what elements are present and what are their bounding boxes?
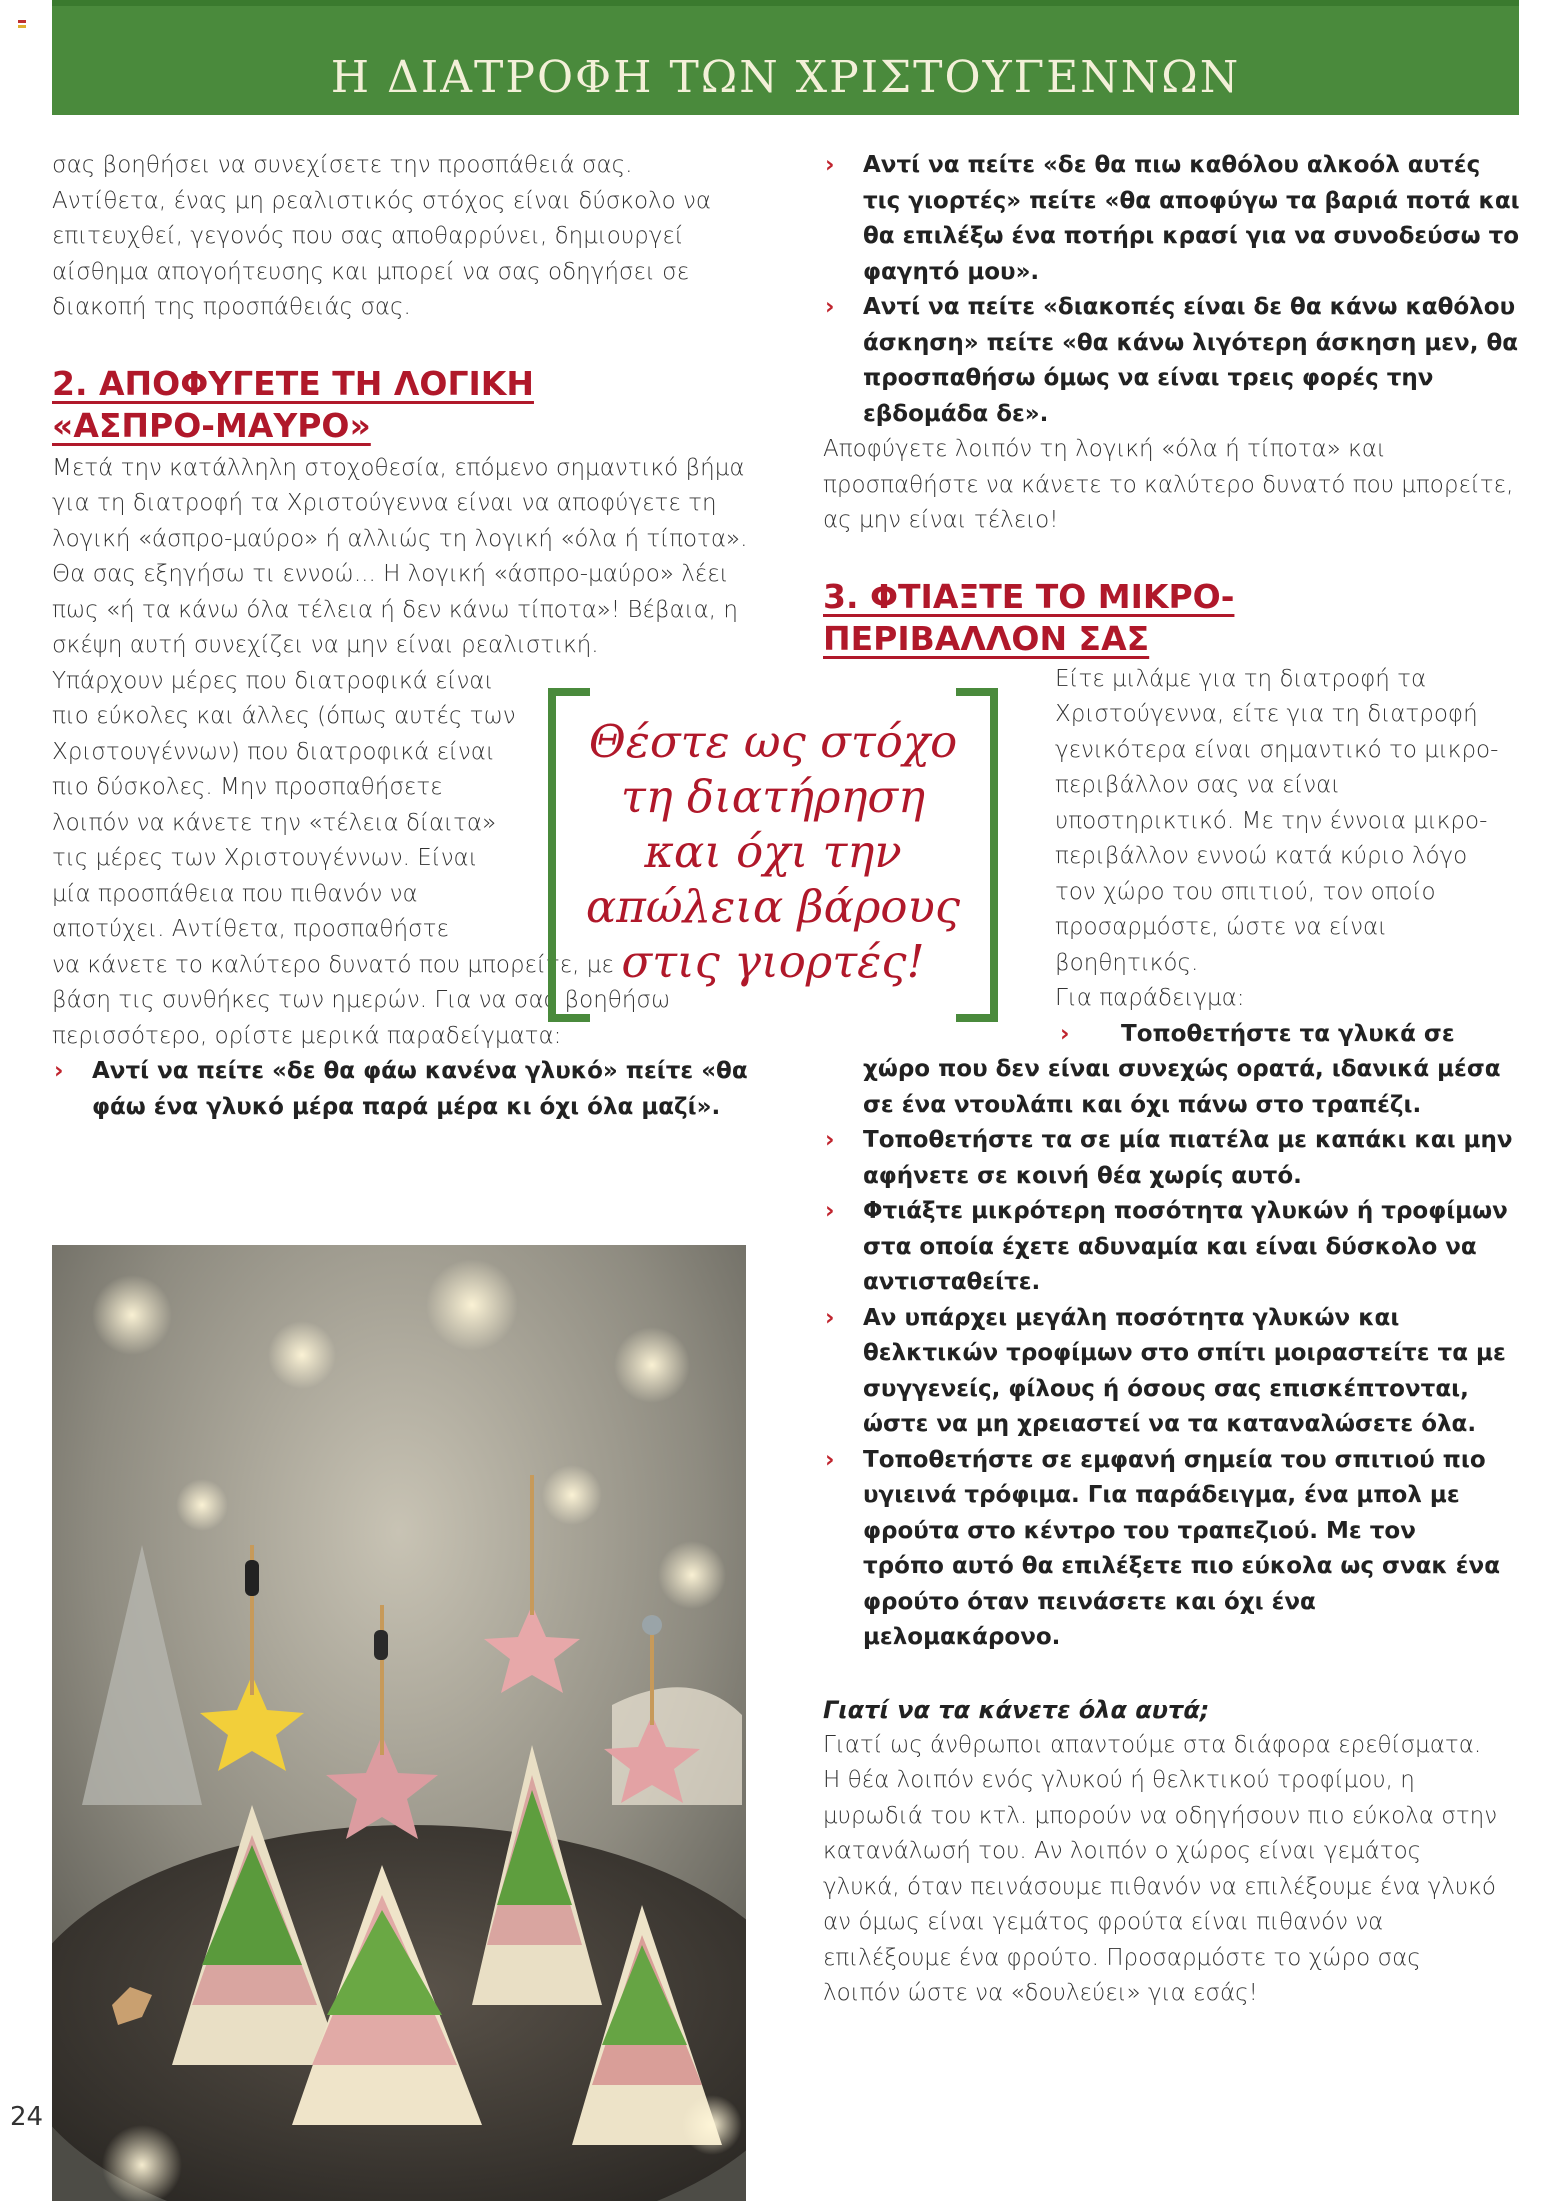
quote-line-5: στις γιορτές! [621, 935, 925, 988]
chevron-icon: › [825, 152, 835, 178]
quote-line-1: Θέστε ως στόχο [588, 715, 958, 768]
section-3-title-line1: 3. ΦΤΙΑΞΤΕ ΤΟ ΜΙΚΡΟ- [823, 576, 1235, 616]
section-2-title [52, 363, 752, 447]
left-bullet-list [52, 1054, 752, 1125]
section-3-bullet-text: Αν υπάρχει μεγάλη ποσότητα γλυκών και θελκτικών τροφίμων στο σπίτι μοιραστείτε τα με συγγενείς, φίλους ή όσους σας επισκέπτονται, ώστε να μη χρειαστεί να τα καταναλώσετε όλα. [863, 1304, 1506, 1437]
why-title: Γιατί να τα κάνετε όλα αυτά; [823, 1695, 1210, 1724]
section-2-title-line1: 2. ΑΠΟΦΥΓΕΤΕ ΤΗ ΛΟΓΙΚΗ [52, 363, 534, 403]
why-paragraph: Γιατί ως άνθρωποι απαντούμε στα διάφορα ερεθίσματα. Η θέα λοιπόν ενός γλυκού ή θελκτικού τροφίμου, η μυρωδιά του κτλ. μπορούν να οδηγήσουν πιο εύκολα στην κατανάλωσή του. Αν λοιπόν ο χώρος είναι γεμάτος γλυκά, όταν πεινάσουμε πιθανόν να επιλέξουμε ένα γλυκό αν όμως είναι γεμάτος φρούτα είναι πιθανόν να επιλέξουμε ένα φρούτο. Προσαρμόστε το χώρο σας λοιπόν ώστε να «δουλεύει» για εσάς! [823, 1731, 1498, 2006]
chevron-icon: › [825, 294, 835, 320]
corner-mark [18, 20, 26, 23]
section-3-example-label: Για παράδειγμα: [1055, 985, 1245, 1011]
right-bullet-text: Αντί να πείτε «διακοπές είναι δε θα κάνω καθόλου άσκηση» πείτε «θα κάνω λιγότερη άσκηση μεν, θα προσπαθήσω όμως να είναι τρεις φορές την εβδομάδα δε». [863, 294, 1519, 427]
section-2-paragraph-1: Μετά την κατάλληλη στοχοθεσία, επόμενο σημαντικό βήμα για τη διατροφή τα Χριστούγεννα είναι να αποφύγετε τη λογική «άσπρο-μαύρο» ή αλλιώς τη λογική «όλα ή τίποτα». Θα σας εξηγήσω τι εννοώ... Η λογική «άσπρο-μαύρο» λέει πως «ή τα κάνω όλα τέλεια ή δεν κάνω τίποτα»! Βέβαια, η σκέψη αυτή συνεχίζει να μην είναι ρεαλιστική. [52, 454, 748, 658]
section-3-bullet-text: Τοποθετήστε σε εμφανή σημεία του σπιτιού πιο υγιεινά τρόφιμα. Για παράδειγμα, ένα μπολ με φρούτα στο κέντρο του τραπεζιού. Με τον τρόπο αυτό θα επιλέξετε πιο εύκολα ως σνακ ένα φρούτο όταν πεινάσετε και όχι ένα μελομακάρονο. [863, 1446, 1501, 1650]
chevron-icon: › [825, 1446, 835, 1473]
right-bullet-item [823, 148, 1521, 290]
page-number: 24 [10, 2102, 44, 2132]
quote-line-3: και όχι την [644, 825, 902, 878]
intro-paragraph: σας βοηθήσει να συνεχίσετε την προσπάθειά σας. Αντίθετα, ένας μη ρεαλιστικός στόχος είναι δύσκολο να επιτευχθεί, γεγονός που σας αποθαρρύνει, δημιουργεί αίσθημα απογοήτευσης και μπορεί να σας οδηγήσει σε διακοπή της προσπάθειάς σας. [52, 152, 712, 320]
photo-illustration [52, 1245, 746, 2201]
chevron-icon: › [825, 1304, 835, 1331]
left-bullet-text: Αντί να πείτε «δε θα φάω κανένα γλυκό» πείτε «θα φάω ένα γλυκό μέρα παρά μέρα κι όχι όλα μαζί». [92, 1058, 748, 1120]
section-3-bullet-item [823, 1443, 1503, 1656]
section-3-title-line2: ΠΕΡΙΒΑΛΛΟΝ ΣΑΣ [823, 618, 1150, 658]
summary-paragraph: Αποφύγετε λοιπόν τη λογική «όλα ή τίποτα» και προσπαθήστε να κάνετε το καλύτερο δυνατό που μπορείτε, ας μην είναι τέλειο! [823, 436, 1514, 533]
chevron-icon: › [825, 1198, 835, 1224]
section-3-bullet-text: Τοποθετήστε τα σε μία πιατέλα με καπάκι και μην αφήνετε σε κοινή θέα χωρίς αυτό. [863, 1127, 1513, 1189]
quote-line-2: τη διατήρηση [620, 770, 926, 823]
chevron-icon: › [825, 1127, 835, 1153]
christmas-canape-photo [52, 1245, 746, 2201]
section-3-bullet-item [823, 1194, 1521, 1301]
section-3-bullet-list [823, 1017, 1521, 1656]
header-top-rule [52, 0, 1519, 6]
section-3-title [823, 576, 1521, 660]
section-3-bullet-item [823, 1017, 1521, 1124]
page-header [52, 0, 1519, 115]
right-bullet-text: Αντί να πείτε «δε θα πιω καθόλου αλκοόλ αυτές τις γιορτές» πείτε «θα αποφύγω τα βαριά ποτά και θα επιλέξω ένα ποτήρι κρασί για να συνοδεύσω το φαγητό μου». [863, 152, 1520, 285]
section-3-bullet-text: Φτιάξτε μικρότερη ποσότητα γλυκών ή τροφίμων στα οποία έχετε αδυναμία και είναι δύσκολο να αντισταθείτε. [863, 1198, 1508, 1295]
section-3-bullet-text: Τοποθετήστε τα γλυκά σε χώρο που δεν είναι συνεχώς ορατά, ιδανικά μέσα σε ένα ντουλάπι και όχι πάνω στο τραπέζι. [863, 1020, 1501, 1118]
section-2-paragraph-3: να κάνετε το καλύτερο δυνατό που μπορείτε, με βάση τις συνθήκες των ημερών. Για να σας βοηθήσω περισσότερο, ορίστε μερικά παραδείγματα: [52, 951, 671, 1049]
section-3-paragraph: Είτε μιλάμε για τη διατροφή τα Χριστούγεννα, είτε για τη διατροφή γενικότερα είναι σημαντικό το μικρο-περιβάλλον σας να είναι υποστηρικτικό. Με την έννοια μικρο-περιβάλλον εννοώ κατά κύριο λόγο τον χώρο του σπιτιού, τον οποίο προσαρμόστε, ώστε να είναι βοηθητικός. [1055, 665, 1499, 976]
chevron-icon: › [54, 1058, 64, 1084]
header-title: Η ΔΙΑΤΡΟΦΗ ΤΩΝ ΧΡΙΣΤΟΥΓΕΝΝΩΝ [330, 52, 1241, 103]
section-3-bullet-item [823, 1123, 1521, 1194]
quote-line-4: απώλεια βάρους [585, 880, 961, 933]
chevron-icon: › [1060, 1020, 1070, 1047]
section-2-title-line2: «ΑΣΠΡΟ-ΜΑΥΡΟ» [52, 405, 371, 445]
right-bullet-item [823, 290, 1521, 432]
section-2-paragraph-2: Υπάρχουν μέρες που διατροφικά είναι πιο εύκολες και άλλες (όπως αυτές των Χριστουγέννων) που διατροφικά είναι πιο δύσκολες. Μην προσπαθήσετε λοιπόν να κάνετε την «τέλεια δίαιτα» τις μέρες των Χριστουγέννων. Είναι μία προσπάθεια που πιθανόν να αποτύχει. Αντίθετα, προσπαθήστε [52, 667, 516, 942]
section-3-bullet-item [823, 1301, 1521, 1443]
left-bullet-item [52, 1054, 760, 1125]
right-bullets-top [823, 148, 1521, 432]
right-column [823, 148, 1521, 2012]
